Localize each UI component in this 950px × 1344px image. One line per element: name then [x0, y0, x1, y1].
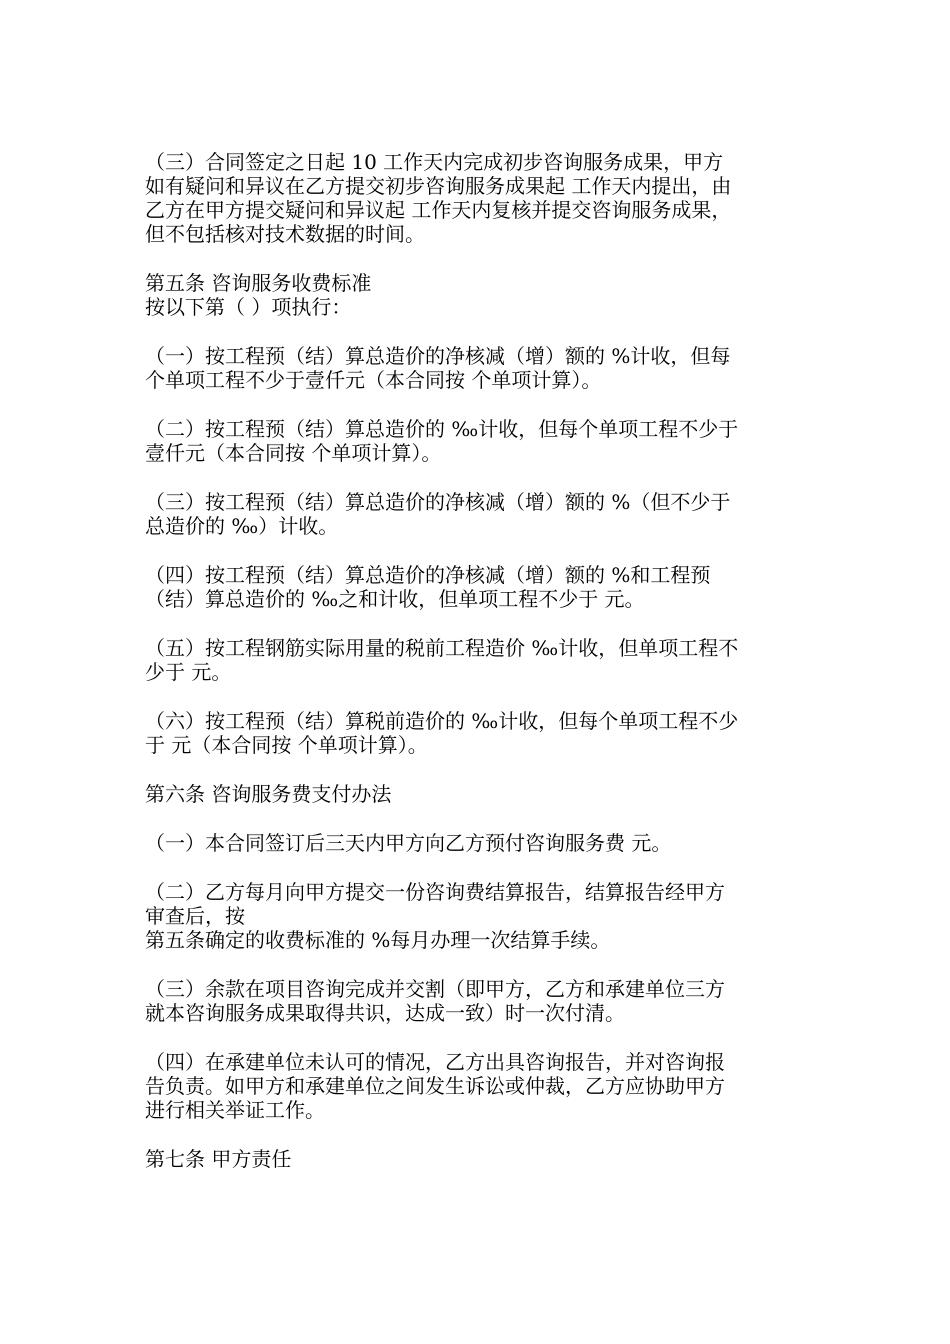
- text-line: 第六条 咨询服务费支付办法: [145, 782, 392, 806]
- text-line: （一）按工程预（结）算总造价的净核减（增）额的 %计收，但每: [145, 344, 731, 368]
- document-body: [145, 150, 810, 1171]
- text-line: 乙方在甲方提交疑问和异议起 工作天内复核并提交咨询服务成果，: [145, 198, 732, 222]
- text-line: （五）按工程钢筋实际用量的税前工程造价 ‰计收，但单项工程不: [145, 636, 739, 660]
- text-line: 但不包括核对技术数据的时间。: [145, 222, 425, 246]
- text-line: 于 元（本合同按 个单项计算）。: [145, 733, 428, 757]
- clause-paragraph: [145, 344, 810, 392]
- text-line: （结）算总造价的 ‰之和计收，但单项工程不少于 元。: [145, 587, 645, 611]
- clause-paragraph: [145, 563, 810, 611]
- clause-paragraph: [145, 490, 810, 538]
- clause-paragraph: [145, 150, 810, 246]
- text-line: （二）按工程预（结）算总造价的 ‰计收，但每个单项工程不少于: [145, 417, 739, 441]
- text-line: （六）按工程预（结）算税前造价的 ‰计收，但每个单项工程不少: [145, 709, 739, 733]
- clause-paragraph: [145, 831, 810, 855]
- text-line: 审查后，按: [145, 904, 245, 928]
- text-line: 壹仟元（本合同按 个单项计算）。: [145, 441, 442, 465]
- text-line: 告负责。如甲方和承建单位之间发生诉讼或仲裁，乙方应协助甲方: [145, 1074, 725, 1098]
- text-line: （四）在承建单位未认可的情况，乙方出具咨询报告，并对咨询报: [145, 1050, 725, 1074]
- text-line: 就本咨询服务成果取得共识，达成一致）时一次付清。: [145, 1001, 625, 1025]
- text-line: （三）余款在项目咨询完成并交割（即甲方，乙方和承建单位三方: [145, 977, 725, 1001]
- text-line: （三）合同签定之日起 10 工作天内完成初步咨询服务成果，甲方: [145, 150, 724, 174]
- text-line: （三）按工程预（结）算总造价的净核减（增）额的 %（但不少于: [145, 490, 731, 514]
- article-heading: [145, 1147, 810, 1171]
- text-line: 第五条确定的收费标准的 %每月办理一次结算手续。: [145, 928, 611, 952]
- text-line: 个单项工程不少于壹仟元（本合同按 个单项计算）。: [145, 368, 602, 392]
- text-line: 第五条 咨询服务收费标准: [145, 271, 372, 295]
- text-line: （四）按工程预（结）算总造价的净核减（增）额的 %和工程预: [145, 563, 711, 587]
- text-line: 少于 元。: [145, 660, 232, 684]
- text-line: 进行相关举证工作。: [145, 1098, 325, 1122]
- clause-paragraph: [145, 709, 810, 757]
- text-line: 如有疑问和异议在乙方提交初步咨询服务成果起 工作天内提出，由: [145, 174, 732, 198]
- clause-paragraph: [145, 880, 810, 952]
- article-heading: [145, 782, 810, 806]
- text-line: （二）乙方每月向甲方提交一份咨询费结算报告，结算报告经甲方: [145, 880, 725, 904]
- text-line: 按以下第（ ）项执行：: [145, 295, 352, 319]
- clause-paragraph: [145, 1050, 810, 1122]
- article-heading: [145, 271, 810, 319]
- text-line: 总造价的 ‰）计收。: [145, 514, 339, 538]
- text-line: 第七条 甲方责任: [145, 1147, 292, 1171]
- clause-paragraph: [145, 417, 810, 465]
- text-line: （一）本合同签订后三天内甲方向乙方预付咨询服务费 元。: [145, 831, 672, 855]
- clause-paragraph: [145, 636, 810, 684]
- clause-paragraph: [145, 977, 810, 1025]
